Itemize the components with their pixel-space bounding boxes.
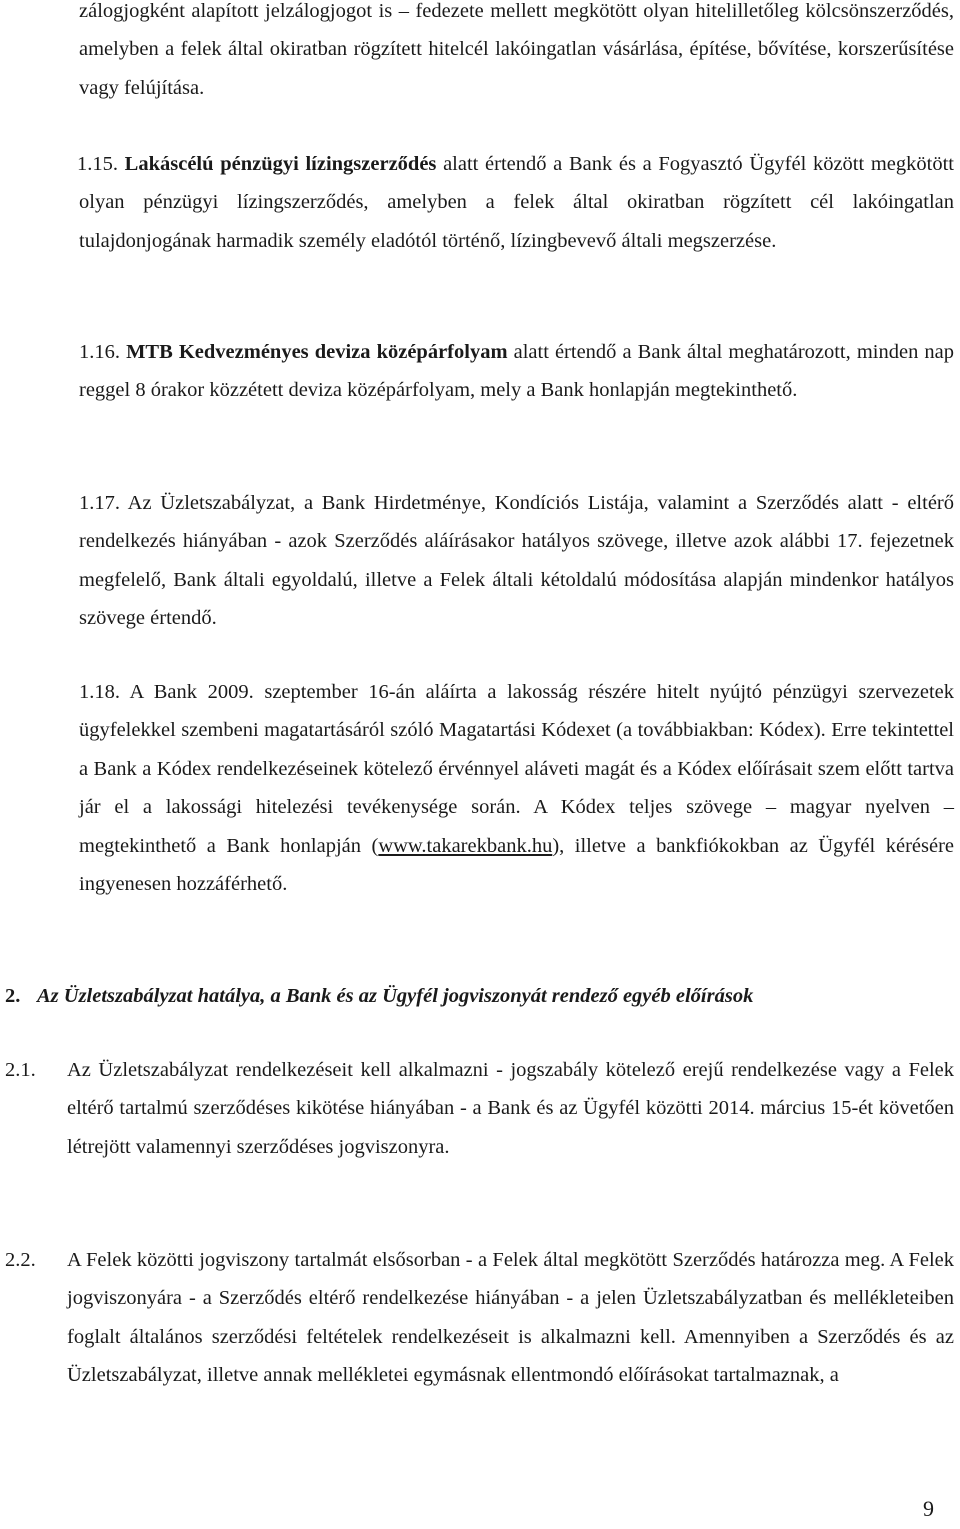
paragraph-text: A Felek közötti jogviszony tartalmát elsősorban - a Felek által megkötött Szerződés határozza meg. A Felek jogviszonyára - a Szerződés eltérő rendelkezése hiányában - a jelen Üzletszabályzatban és mellékleteiben foglalt általános szerződési feltételek rendelkezéseit is alkalmazni kell. Amennyiben a Szerződés és az Üzletszabályzat, illetve annak mellékletei egymásnak ellentmondó előírásokat tartalmaznak, a (67, 1249, 954, 1387)
paragraph-number: 1.16. (79, 341, 120, 363)
paragraph-text: Az Üzletszabályzat, a Bank Hirdetménye, Kondíciós Listája, valamint a Szerződés alatt - eltérő rendelkezés hiányában - azok Szerződés aláírásakor hatályos szövege, illetve azok alábbi 17. fejezetnek megfelelő, Bank általi egyoldalú, illetve a Felek általi kétoldalú módosítása alapján mindenkor hatályos szövege értendő. (79, 492, 954, 630)
paragraph-1-16 (79, 333, 954, 410)
paragraph-1-17 (79, 484, 954, 638)
paragraph-number: 1.17. (79, 492, 120, 514)
paragraph-2-1 (5, 1051, 954, 1211)
section-title: Az Üzletszabályzat hatálya, a Bank és az Ügyfél jogviszonyát rendező egyéb előírások (37, 985, 754, 1007)
paragraph-text: alatt értendő a Bank és a Fogyasztó Ügyfél között megkötött olyan pénzügyi lízingszerződés, amelyben a felek által okiratban rögzített cél lakóingatlan tulajdonjogának harmadik személy eladótól történő, lízingbevevő általi megszerzése. (79, 153, 954, 252)
page-number: 9 (923, 1496, 934, 1521)
intro-text: zálogjogként alapított jelzálogjogot is – fedezete mellett megkötött olyan hitelilletőleg kölcsönszerződés, amelyben a felek által okiratban rögzített hitelcél lakóingatlan vásárlása, építése, bővítése, korszerűsítése vagy felújítása. (79, 0, 954, 99)
paragraph-1-15 (79, 145, 954, 260)
paragraph-number: 2.2. (5, 1249, 36, 1271)
section-number: 2. (5, 985, 21, 1007)
paragraph-text: alatt értendő a Bank által meghatározott, minden nap reggel 8 órakor közzétett deviza középárfolyam, mely a Bank honlapján megtekinthető. (79, 341, 954, 402)
paragraph-1-18 (79, 673, 954, 903)
defined-term: MTB Kedvezményes deviza középárfolyam (126, 341, 508, 363)
intro-paragraph (79, 0, 954, 107)
website-link[interactable]: www.takarekbank.hu (378, 834, 553, 857)
paragraph-text: Az Üzletszabályzat rendelkezéseit kell alkalmazni - jogszabály kötelező erejű rendelkezése vagy a Felek eltérő tartalmú szerződéses kikötése hiányában - a Bank és az Ügyfél közötti 2014. március 15-ét követően létrejött valamennyi szerződéses jogviszonyra. (67, 1059, 954, 1158)
section-2-heading (5, 977, 954, 1015)
paragraph-number: 2.1. (5, 1059, 36, 1081)
paragraph-text-end: ), illetve a bankfiókokban az Ügyfél kérésére ingyenesen hozzáférhető. (79, 834, 954, 896)
paragraph-number: 1.18. (79, 681, 120, 703)
paragraph-text: A Bank 2009. szeptember 16-án aláírta a lakosság részére hitelt nyújtó pénzügyi szervezetek ügyfelekkel szembeni magatartásáról szóló Magatartási Kódexet (a továbbiakban: Kódex). Erre tekintettel a Bank a Kódex rendelkezéseinek kötelező érvénnyel aláveti magát és a Kódex előírásait szem előtt tartva jár el a lakossági hitelezési tevékenysége során. A Kódex teljes szövege – magyar nyelven – megtekinthető a Bank honlapján ( (79, 681, 954, 857)
defined-term: Lakáscélú pénzügyi lízingszerződés (124, 153, 437, 175)
paragraph-number: 1.15. (77, 153, 118, 175)
paragraph-2-2 (5, 1241, 954, 1441)
